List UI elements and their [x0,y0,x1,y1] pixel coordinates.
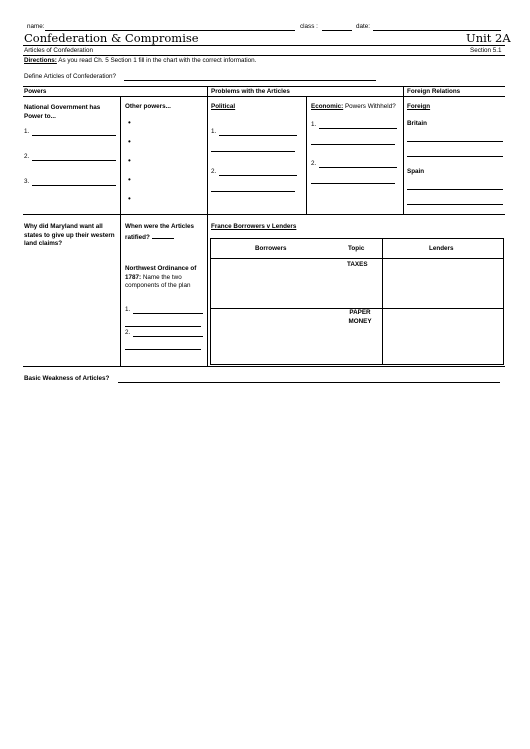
component-1-field-line2[interactable] [125,320,201,327]
section-label: Section 5.1 [470,47,502,54]
name-label: name: [27,23,45,30]
spain-label: Spain [407,168,425,175]
class-label: class : [300,23,318,30]
britain-field-2[interactable] [407,150,503,157]
define-prompt: Define Articles of Confederation? [24,73,117,80]
problems-header: Problems with the Articles [211,88,290,95]
chart-header-rule [23,96,505,97]
weakness-field[interactable] [118,376,500,383]
economic-2-field[interactable] [319,161,397,168]
weakness-prompt: Basic Weakness of Articles? [24,375,110,382]
component-2-field-line2[interactable] [125,343,201,350]
date-field[interactable] [373,24,501,31]
date-label: date: [356,23,371,30]
national-power-3-field[interactable] [32,179,116,186]
table-header-lenders: Lenders [429,245,454,252]
national-power-1-num: 1. [24,128,30,135]
table-header-topic: Topic [348,245,365,252]
ratified-field[interactable] [152,232,174,239]
other-power-bullet: • [128,156,131,165]
table-header-rule [210,258,504,259]
name-field[interactable] [45,24,295,31]
economic-heading [311,103,396,110]
component-1-field[interactable] [133,307,203,314]
other-power-bullet: • [128,175,131,184]
topic-paper-money: PAPER MONEY [348,309,372,325]
table-header-borrowers: Borrowers [255,245,287,252]
directions-text: As you read Ch. 5 Section 1 fill in the chart with the correct information. [58,57,257,64]
define-answer-field[interactable] [124,74,376,81]
other-power-bullet: • [128,137,131,146]
foreign-heading: Foreign [407,103,431,110]
component-1-num: 1. [125,306,131,313]
class-field[interactable] [322,24,352,31]
subtitle-rule [23,55,505,56]
political-2-field[interactable] [219,169,297,176]
foreign-header: Foreign Relations [407,88,461,95]
chart-bottom-rule [23,366,505,367]
national-power-2-field[interactable] [32,154,116,161]
political-1-field-line2[interactable] [211,145,295,152]
title-rule [23,45,505,46]
problems-divider [207,86,208,366]
spain-field-1[interactable] [407,183,503,190]
topic-taxes: TAXES [347,261,368,268]
political-2-num: 2. [211,168,217,175]
ratified-question [125,223,205,242]
other-power-bullet: • [128,194,131,203]
political-2-field-line2[interactable] [211,185,295,192]
economic-label: Economic: [311,103,344,110]
maryland-question: Why did Maryland want all states to give up their western land claims? [24,223,115,247]
chart-middle-rule [23,214,505,215]
economic-2-field-line2[interactable] [311,177,395,184]
france-title: France Borrowers v Lenders [211,223,297,230]
national-power-3-num: 3. [24,178,30,185]
britain-field-1[interactable] [407,135,503,142]
powers-divider [120,96,121,366]
economic-1-field-line2[interactable] [311,138,395,145]
powers-header: Powers [24,88,47,95]
northwest-ordinance [125,265,205,291]
ratified-label: When were the Articles ratified? [125,223,195,241]
component-2-num: 2. [125,329,131,336]
national-powers-heading: National Government has Power to... [24,104,101,120]
economic-question: Powers Withheld? [344,103,396,110]
britain-label: Britain [407,120,427,127]
northwest-label: Northwest Ordinance of 1787: [125,265,197,281]
directions [24,57,256,64]
economic-1-num: 1. [311,121,317,128]
political-1-field[interactable] [219,129,297,136]
economic-divider [306,96,307,214]
northwest-prompt: Name the two components of the plan [125,273,191,289]
page-title: Confederation & Compromise [24,31,199,45]
other-power-bullet: • [128,118,131,127]
directions-label: Directions: [24,57,57,64]
table-col-divider [382,238,383,365]
economic-1-field[interactable] [319,122,397,129]
national-power-1-field[interactable] [32,129,116,136]
subtitle: Articles of Confederation [24,47,93,54]
foreign-divider [403,86,404,214]
unit-label: Unit 2A [466,31,511,45]
political-1-num: 1. [211,128,217,135]
chart-top-rule [23,86,505,87]
spain-field-2[interactable] [407,198,503,205]
component-2-field[interactable] [133,330,203,337]
economic-2-num: 2. [311,160,317,167]
other-powers-heading: Other powers... [125,103,171,110]
political-heading: Political [211,103,236,110]
national-power-2-num: 2. [24,153,30,160]
